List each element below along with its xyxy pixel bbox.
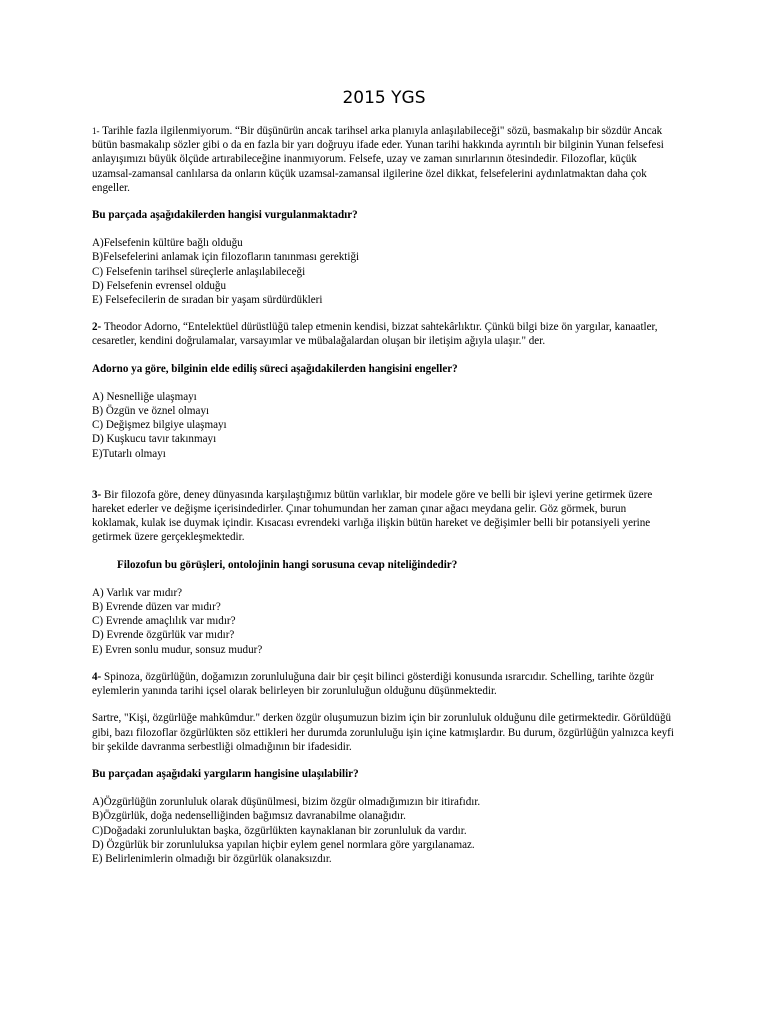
q3-question: Filozofun bu görüşleri, ontolojinin hangi sorusuna cevap niteliğindedir? (117, 558, 458, 571)
q2-options (92, 390, 674, 461)
q3-option-a: A) Varlık var mıdır? (92, 586, 183, 599)
q4-question: Bu parçadan aşağıdaki yargıların hangisine ulaşılabilir? (92, 767, 359, 780)
q4-text: Spinoza, özgürlüğün, doğamızın zorunluluğuna dair bir çeşit bilinci gösterdiği konusunda ısrarcıdır. Schelling, tarihte özgür eylemlerin yanında tarihi içsel olarak belirleyen bir zorunluluğun olduğunu düşünmektedir. (92, 670, 654, 698)
q3-option-e: E) Evren sonlu mudur, sonsuz mudur? (92, 643, 263, 656)
q1-option-b: B)Felsefelerini anlamak için filozofların tanınması gerektiği (92, 251, 360, 264)
q2-option-d: D) Kuşkucu tavır takınmayı (92, 433, 217, 446)
q3-number: 3- (92, 488, 102, 501)
q1-option-c: C) Felsefenin tarihsel süreçlerle anlaşılabileceği (92, 265, 306, 278)
q1-option-d: D) Felsefenin evrensel olduğu (92, 279, 227, 292)
q3-options (92, 586, 674, 657)
q2-option-c: C) Değişmez bilgiye ulaşmayı (92, 419, 227, 432)
q1-text: Tarihle fazla ilgilenmiyorum. “Bir düşünürün ancak tarihsel arka planıyla anlaşılabileceği" sözü, basmakalıp bir sözdür Ancak bütün basmakalıp sözler gibi o da en fazla bir yarı doğruyu ifade eder. Yunan tarihi hakkında ayrıntılı bir bilginin Yunan felsefesi anlayışımızı büyük ölçüde artırabileceğine inanmıyorum. Felsefe, uzay ve zaman sınırlarının ötesindedir. Filozoflar, küçük uzamsal-zamansal canlılarsa da onların küçük uzamsal-zamansal ilgilerine özel dikkat, felsefelerini aydınlatmaktan daha çok engeller. (92, 125, 664, 194)
q4-option-e: E) Belirlenimlerin olmadığı bir özgürlük olanaksızdır. (92, 852, 332, 865)
q3-passage (92, 488, 674, 545)
q1-options (92, 236, 674, 307)
q1-number: 1- (92, 126, 100, 136)
q4-passage-2: Sartre, "Kişi, özgürlüğe mahkûmdur." derken özgür oluşumuzun bizim için bir zorunluluk olduğunu dile getirmektedir. Görüldüğü gibi, bazı filozoflar özgürlükten söz ettikleri her durumda zorunluluğu işin içine katmışlardır. Bu durum, özgürlüğün yalnızca keyfi bir şekilde davranma serbestliği olmadığının bir ifadesidir. (92, 712, 674, 753)
q4-passage (92, 670, 674, 698)
q3-text: Bir filozofa göre, deney dünyasında karşılaştığımız bütün varlıklar, bir modele göre ve belli bir işlevi yerine getirmek üzere hareket ederler ve değişme içerisindedirler. Çınar tohumundan her zaman çınar ağacı meydana gelir. Göz görmek, burun koklamak, kulak ise duymak içindir. Kısacası evrendeki varlığa ilişkin bütün hareket ve değişimler belli bir potansiyeli yerine getirmek üzere gerçekleşmektedir. (92, 488, 653, 544)
q1-question: Bu parçada aşağıdakilerden hangisi vurgulanmaktadır? (92, 209, 358, 222)
q2-option-e: E)Tutarlı olmayı (92, 447, 166, 460)
q3-option-c: C) Evrende amaçlılık var mıdır? (92, 615, 236, 628)
page-title: 2015 YGS (342, 88, 426, 108)
q3-option-b: B) Evrende düzen var mıdır? (92, 601, 221, 614)
q1-passage (92, 124, 674, 195)
q4-option-c: C)Doğadaki zorunluluktan başka, özgürlükten kaynaklanan bir zorunluluk da vardır. (92, 824, 467, 837)
q2-passage (92, 320, 674, 348)
q2-option-b: B) Özgün ve öznel olmayı (92, 405, 210, 418)
spacer (92, 474, 674, 488)
q4-options (92, 795, 674, 866)
q2-number: 2- (92, 321, 102, 334)
document-body (92, 124, 674, 879)
q2-text: Theodor Adorno, “Entelektüel dürüstlüğü talep etmenin kendisi, bizzat sahtekârlıktır. Çünkü bilgi bize ön yargılar, kanaatler, cesaretler, kendini doğrulamalar, varsayımlar ve mübalağalardan oluşan bir iletişim ağıyla ulaşır." der. (92, 321, 658, 348)
q4-option-a: A)Özgürlüğün zorunluluk olarak düşünülmesi, bizim özgür olmadığımızın bir itirafıdır. (92, 796, 481, 809)
q4-option-d: D) Özgürlük bir zorunluluksa yapılan hiçbir eylem genel normlara göre yargılanamaz. (92, 838, 475, 851)
q2-option-a: A) Nesnelliğe ulaşmayı (92, 390, 197, 403)
q1-option-a: A)Felsefenin kültüre bağlı olduğu (92, 237, 243, 250)
q3-option-d: D) Evrende özgürlük var mıdır? (92, 629, 235, 642)
q4-option-b: B)Özgürlük, doğa nedenselliğinden bağımsız davranabilme olanağıdır. (92, 810, 406, 823)
q1-option-e: E) Felsefecilerin de sıradan bir yaşam sürdürdükleri (92, 294, 323, 307)
q2-question: Adorno ya göre, bilginin elde ediliş süreci aşağıdakilerden hangisini engeller? (92, 362, 458, 375)
q4-number: 4- (92, 670, 102, 683)
